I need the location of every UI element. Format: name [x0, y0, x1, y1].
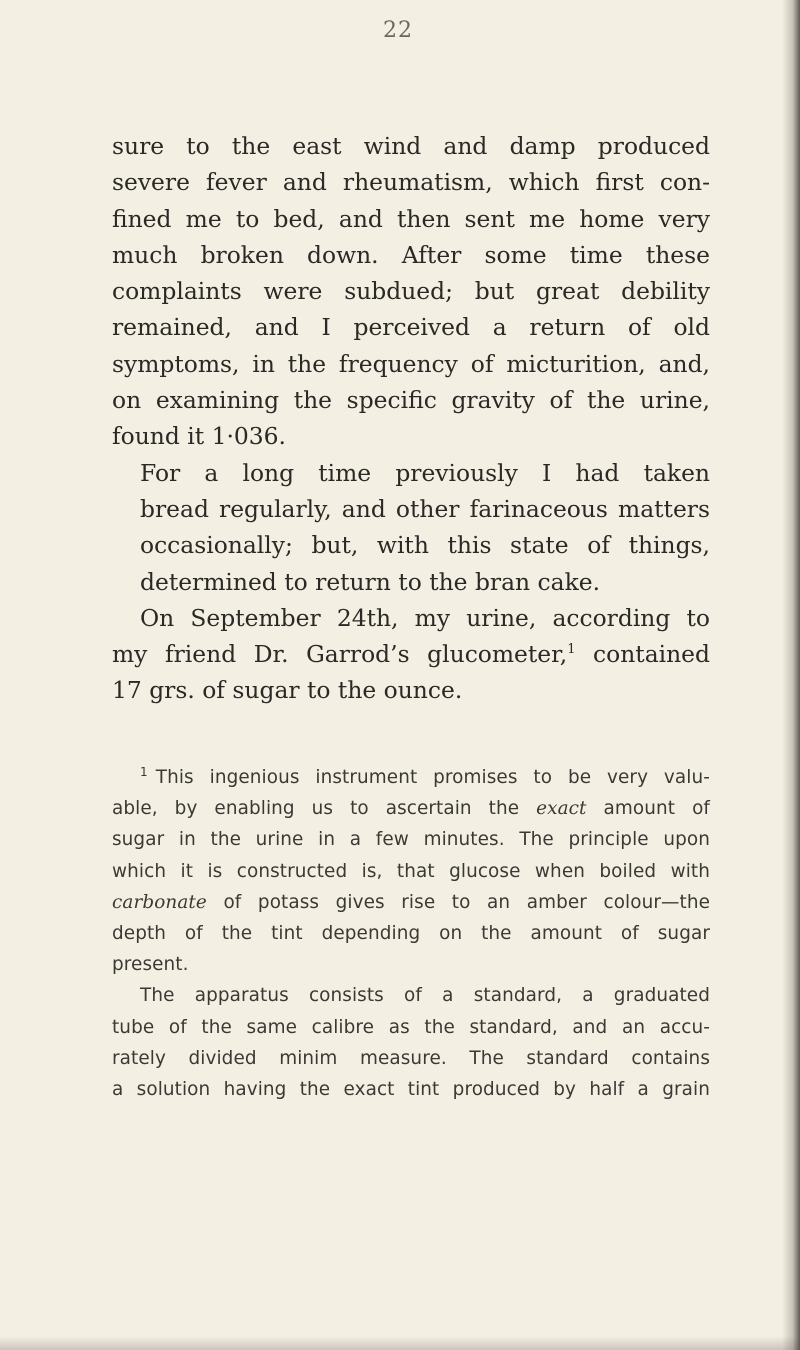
text-line: determined to return to the bran cake. — [140, 567, 601, 596]
main-text — [112, 128, 710, 709]
text-line — [112, 636, 710, 672]
text-line — [112, 762, 710, 793]
text-line: a solution having the exact tint produced by half a grain — [112, 1079, 710, 1101]
footnote — [112, 762, 710, 1105]
text-line: on examining the specific gravity of the urine, — [112, 386, 710, 415]
text-line — [112, 793, 710, 824]
text-line: On September 24th, my urine, according to — [140, 603, 710, 632]
text-line: symptoms, in the frequency of micturition, and, — [112, 349, 710, 378]
text-line: rately divided minim measure. The standard contains — [112, 1047, 710, 1069]
page-bottom-shadow — [0, 1336, 800, 1350]
text-line: tube of the same calibre as the standard, and an accu- — [112, 1016, 710, 1038]
text-line: The apparatus consists of a standard, a graduated — [140, 985, 710, 1007]
text-segment: able, by enabling us to ascertain the — [112, 798, 520, 820]
text-line: sure to the east wind and damp produced — [112, 132, 710, 160]
text-line: much broken down. After some time these — [112, 240, 710, 269]
page-number: 22 — [383, 18, 413, 43]
text-line: sugar in the urine in a few minutes. The principle upon — [112, 829, 710, 851]
text-segment: contained — [575, 640, 710, 669]
paragraph-2 — [112, 455, 710, 600]
text-segment: amount of — [603, 798, 710, 820]
text-line: For a long time previously I had taken — [140, 458, 710, 487]
page-edge-shadow — [782, 0, 800, 1350]
footnote-paragraph-2 — [112, 980, 710, 1105]
footnote-paragraph-1 — [112, 762, 710, 980]
text-line — [112, 887, 710, 918]
text-line: 17 grs. of sugar to the ounce. — [112, 676, 463, 705]
text-line: occasionally; but, with this state of things, — [140, 531, 710, 560]
text-line: severe fever and rheumatism, which first con- — [112, 168, 710, 197]
text-line: present. — [112, 954, 189, 976]
text-line: complaints were subdued; but great debility — [112, 277, 710, 306]
text-line: bread regularly, and other farinaceous matters — [140, 494, 710, 523]
paragraph-3 — [112, 600, 710, 709]
text-line: fined me to bed, and then sent me home very — [112, 204, 710, 233]
text-line: depth of the tint depending on the amount of sugar — [112, 923, 710, 945]
footnote-reference: 1 — [567, 642, 576, 658]
footnote-number: 1 — [140, 764, 148, 779]
italic-text: exact — [536, 798, 587, 820]
text-segment: my friend Dr. Garrod’s glucometer, — [112, 640, 568, 669]
text-line: which it is constructed is, that glucose when boiled with — [112, 860, 710, 882]
text-segment: This ingenious instrument promises to be very valu- — [155, 767, 710, 788]
paragraph-1 — [112, 128, 710, 455]
text-line: remained, and I perceived a return of old — [112, 313, 710, 342]
italic-text: carbonate — [112, 891, 207, 913]
text-line: found it 1·036. — [112, 422, 286, 451]
text-segment: of potass gives rise to an amber colour—the — [223, 891, 710, 913]
